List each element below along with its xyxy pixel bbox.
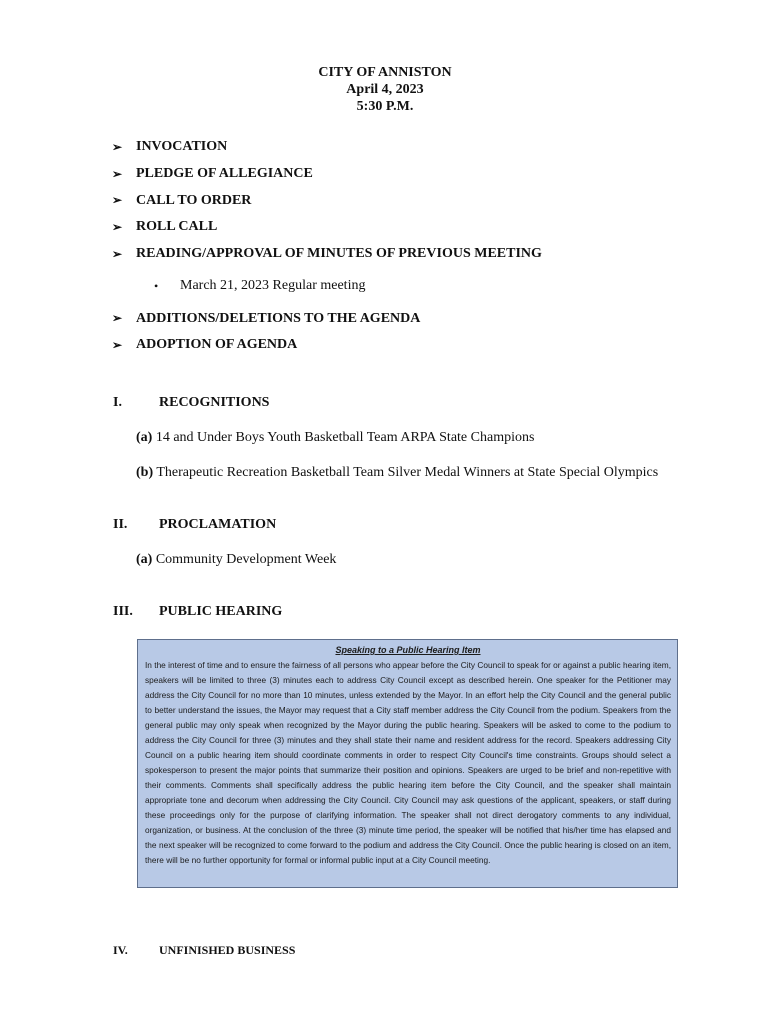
notice-title: Speaking to a Public Hearing Item <box>335 645 481 655</box>
agenda-item <box>112 214 712 241</box>
agenda-item-label: ADDITIONS/DELETIONS TO THE AGENDA <box>136 310 421 326</box>
agenda-item <box>112 305 712 332</box>
section-number: IV. <box>113 943 128 957</box>
item-text: Therapeutic Recreation Basketball Team Silver Medal Winners at State Special Olympics <box>156 465 659 480</box>
minutes-sub-label: March 21, 2023 Regular meeting <box>180 278 366 294</box>
arrow-bullet-icon: ➢ <box>112 337 123 352</box>
preliminary-items <box>112 134 712 359</box>
meeting-date: April 4, 2023 <box>346 82 424 97</box>
minutes-sub-item <box>112 267 712 305</box>
public-hearing-notice <box>137 639 678 888</box>
arrow-bullet-icon: ➢ <box>112 219 123 234</box>
agenda-item-label: ADOPTION OF AGENDA <box>136 337 298 353</box>
agenda-header <box>0 64 770 115</box>
item-label: (a) <box>136 552 153 567</box>
dot-bullet-icon: • <box>154 278 159 293</box>
recognition-item-a <box>136 430 534 446</box>
agenda-item <box>112 241 712 268</box>
section-title: PUBLIC HEARING <box>159 604 283 619</box>
item-text: Community Development Week <box>155 552 337 567</box>
item-label: (a) <box>136 430 153 445</box>
arrow-bullet-icon: ➢ <box>112 193 123 208</box>
meeting-time: 5:30 P.M. <box>356 99 414 114</box>
agenda-item <box>112 134 712 161</box>
section-number: III. <box>113 604 133 619</box>
section-title: PROCLAMATION <box>159 517 277 532</box>
agenda-item-label: PLEDGE OF ALLEGIANCE <box>136 166 313 182</box>
arrow-bullet-icon: ➢ <box>112 311 123 326</box>
section-public-hearing <box>113 604 282 620</box>
agenda-item <box>112 161 712 188</box>
item-label: (b) <box>136 465 154 480</box>
agenda-item-label: CALL TO ORDER <box>136 192 252 208</box>
section-number: I. <box>113 395 122 410</box>
section-title: UNFINISHED BUSINESS <box>159 943 296 957</box>
section-proclamation <box>113 517 276 533</box>
agenda-item-label: INVOCATION <box>136 139 228 155</box>
agenda-item <box>112 332 712 359</box>
section-recognitions <box>113 395 269 411</box>
item-text: 14 and Under Boys Youth Basketball Team ARPA State Champions <box>155 430 535 445</box>
recognition-item-b <box>136 465 658 481</box>
proclamation-item-a <box>136 552 336 568</box>
section-title: RECOGNITIONS <box>159 395 270 410</box>
agenda-item-label: ROLL CALL <box>136 219 218 235</box>
city-name: CITY OF ANNISTON <box>318 65 452 80</box>
agenda-item-label: READING/APPROVAL OF MINUTES OF PREVIOUS MEETING <box>136 246 542 262</box>
notice-body: In the interest of time and to ensure the fairness of all persons who appear before the City Council to speak for or against a public hearing item, speakers will be limited to three (3) minutes each to address City Council except as described herein. One speaker for the Petitioner may address the City Council for no more than 10 minutes, unless extended by the Mayor. In an effort help the City Council and the general public to better understand the issues, the Mayor may request that a City staff member address the City Council from the podium. Speakers from the general public may only speak when recognized by the Mayor during the public hearing. Speakers will be asked to come to the podium to address the City Council for three (3) minutes and they shall state their name and resident address for the record. Speakers addressing City Council on a public hearing item should coordinate comments in order to respect City Council's time constraints. Groups should select a spokesperson to present the major points that summarize their position and opinions. Speakers are urged to be brief and non-repetitive with their comments. Comments shall specifically address the public hearing item before the City Council, and the speaker shall maintain appropriate tone and decorum when addressing the City Council. City Council may ask questions of the applicant, speakers, or staff during these proceedings only for the purpose of clarifying information. The speaker shall not direct derogatory comments to any individual, organization, or business. At the conclusion of the three (3) minute time period, the speaker will be notified that his/her time has elapsed and the next speaker will be recognized to come forward to the podium and address the City Council. Once the public hearing is closed on an item, there will be no further opportunity for formal or informal public input at a City Council meeting. <box>145 660 671 865</box>
arrow-bullet-icon: ➢ <box>112 166 123 181</box>
section-number: II. <box>113 517 128 532</box>
section-unfinished-business <box>113 943 295 958</box>
arrow-bullet-icon: ➢ <box>112 246 123 261</box>
agenda-item <box>112 187 712 214</box>
arrow-bullet-icon: ➢ <box>112 139 123 154</box>
